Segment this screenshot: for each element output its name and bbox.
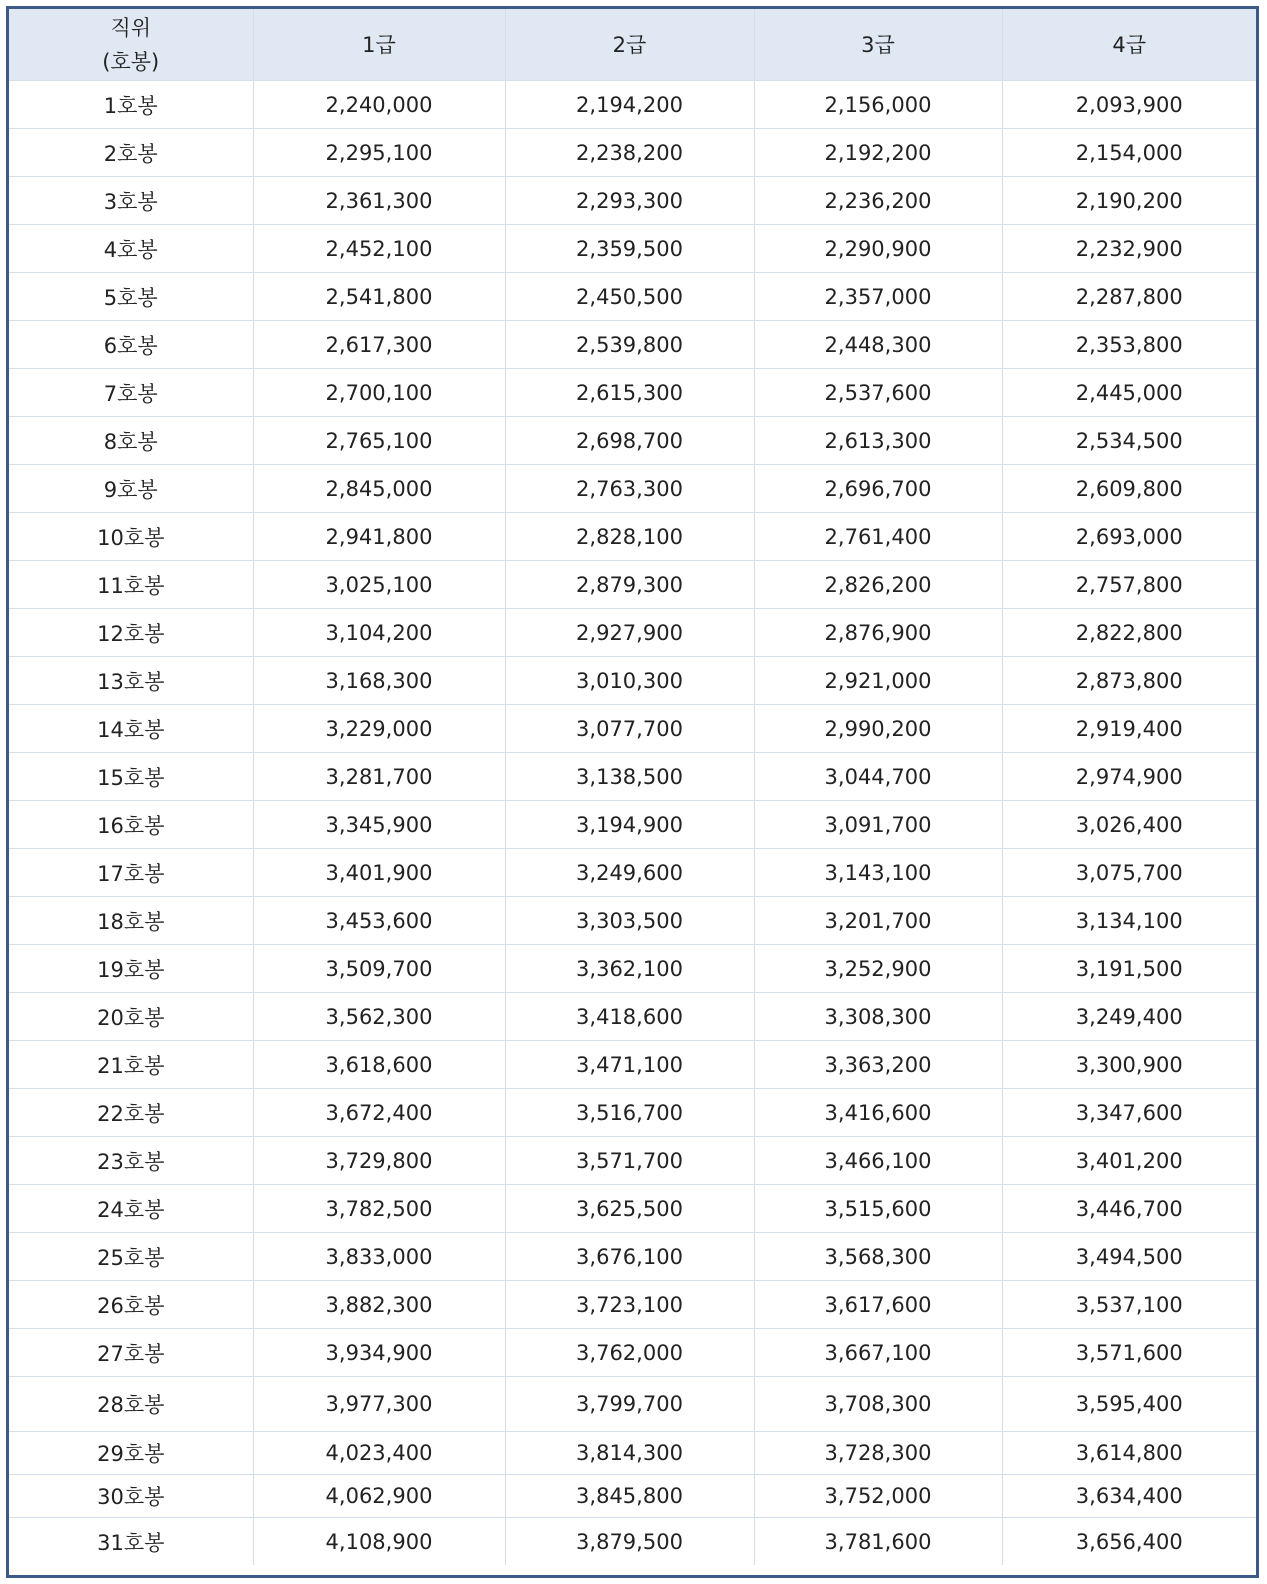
- salary-cell-grade-2: 3,571,700: [505, 1137, 754, 1185]
- step-cell: 18호봉: [9, 897, 253, 945]
- table-row: [9, 1185, 1256, 1233]
- salary-cell-grade-1: 4,062,900: [253, 1475, 505, 1518]
- salary-cell-grade-3: 2,537,600: [754, 369, 1002, 417]
- salary-cell-grade-1: 3,453,600: [253, 897, 505, 945]
- salary-cell-grade-4: 2,693,000: [1002, 513, 1256, 561]
- salary-cell-grade-3: 2,613,300: [754, 417, 1002, 465]
- salary-cell-grade-1: 4,023,400: [253, 1432, 505, 1475]
- step-cell: 15호봉: [9, 753, 253, 801]
- salary-cell-grade-4: 2,873,800: [1002, 657, 1256, 705]
- salary-cell-grade-2: 2,293,300: [505, 177, 754, 225]
- salary-cell-grade-1: 3,729,800: [253, 1137, 505, 1185]
- salary-cell-grade-4: 3,446,700: [1002, 1185, 1256, 1233]
- table-row: [9, 705, 1256, 753]
- salary-cell-grade-4: 3,134,100: [1002, 897, 1256, 945]
- salary-cell-grade-2: 3,799,700: [505, 1377, 754, 1432]
- step-cell: 13호봉: [9, 657, 253, 705]
- step-cell: 27호봉: [9, 1329, 253, 1377]
- step-cell: 29호봉: [9, 1432, 253, 1475]
- salary-cell-grade-3: 2,826,200: [754, 561, 1002, 609]
- salary-cell-grade-4: 2,534,500: [1002, 417, 1256, 465]
- salary-cell-grade-1: 2,845,000: [253, 465, 505, 513]
- salary-cell-grade-1: 3,977,300: [253, 1377, 505, 1432]
- table-row: [9, 1041, 1256, 1089]
- table-row: [9, 1432, 1256, 1475]
- position-header: [9, 9, 253, 81]
- step-cell: 1호봉: [9, 81, 253, 129]
- salary-cell-grade-4: 2,093,900: [1002, 81, 1256, 129]
- grade-header-4: 4급: [1002, 9, 1256, 81]
- salary-cell-grade-3: 3,708,300: [754, 1377, 1002, 1432]
- table-row: [9, 753, 1256, 801]
- salary-cell-grade-4: 2,154,000: [1002, 129, 1256, 177]
- step-cell: 14호봉: [9, 705, 253, 753]
- salary-cell-grade-2: 3,418,600: [505, 993, 754, 1041]
- salary-cell-grade-4: 3,494,500: [1002, 1233, 1256, 1281]
- table-row: [9, 129, 1256, 177]
- salary-cell-grade-1: 2,295,100: [253, 129, 505, 177]
- salary-cell-grade-3: 3,781,600: [754, 1518, 1002, 1566]
- table-row: [9, 465, 1256, 513]
- table-row: [9, 1329, 1256, 1377]
- table-row: [9, 609, 1256, 657]
- table-row: [9, 945, 1256, 993]
- step-cell: 30호봉: [9, 1475, 253, 1518]
- salary-cell-grade-3: 3,044,700: [754, 753, 1002, 801]
- salary-cell-grade-2: 3,845,800: [505, 1475, 754, 1518]
- salary-cell-grade-2: 2,194,200: [505, 81, 754, 129]
- salary-cell-grade-4: 3,401,200: [1002, 1137, 1256, 1185]
- salary-cell-grade-1: 4,108,900: [253, 1518, 505, 1566]
- step-cell: 9호봉: [9, 465, 253, 513]
- salary-cell-grade-3: 2,921,000: [754, 657, 1002, 705]
- table-row: [9, 1089, 1256, 1137]
- salary-cell-grade-3: 2,990,200: [754, 705, 1002, 753]
- salary-cell-grade-2: 2,539,800: [505, 321, 754, 369]
- salary-cell-grade-2: 3,814,300: [505, 1432, 754, 1475]
- table-row: [9, 801, 1256, 849]
- table-row: [9, 657, 1256, 705]
- salary-cell-grade-3: 3,143,100: [754, 849, 1002, 897]
- salary-cell-grade-3: 3,568,300: [754, 1233, 1002, 1281]
- salary-cell-grade-1: 3,025,100: [253, 561, 505, 609]
- salary-cell-grade-1: 2,765,100: [253, 417, 505, 465]
- table-row: [9, 273, 1256, 321]
- salary-cell-grade-2: 3,077,700: [505, 705, 754, 753]
- salary-cell-grade-4: 3,656,400: [1075, 1529, 1183, 1554]
- step-cell: 10호봉: [9, 513, 253, 561]
- salary-cell-grade-1: 3,882,300: [253, 1281, 505, 1329]
- salary-cell-grade-1: 3,104,200: [253, 609, 505, 657]
- salary-cell-grade-3: 3,466,100: [754, 1137, 1002, 1185]
- step-cell: 21호봉: [9, 1041, 253, 1089]
- salary-cell-grade-2: 2,238,200: [505, 129, 754, 177]
- salary-cell-grade-4: 3,634,400: [1002, 1475, 1256, 1518]
- step-cell: 31호봉: [9, 1518, 253, 1566]
- table-header: [9, 9, 1256, 81]
- salary-cell-grade-2: 2,698,700: [505, 417, 754, 465]
- salary-cell-grade-3: 2,236,200: [754, 177, 1002, 225]
- salary-cell-grade-3: 2,156,000: [754, 81, 1002, 129]
- step-cell: 26호봉: [9, 1281, 253, 1329]
- step-cell: 3호봉: [9, 177, 253, 225]
- table-row: [9, 1377, 1256, 1432]
- salary-cell-grade-3: 2,448,300: [754, 321, 1002, 369]
- salary-cell-grade-4: 3,075,700: [1002, 849, 1256, 897]
- table-row: [9, 321, 1256, 369]
- salary-cell-grade-2: 3,249,600: [505, 849, 754, 897]
- salary-cell-grade-1: 2,700,100: [253, 369, 505, 417]
- salary-cell-grade-2: 3,723,100: [505, 1281, 754, 1329]
- salary-cell-grade-3: 3,667,100: [754, 1329, 1002, 1377]
- table-row: [9, 81, 1256, 129]
- salary-cell-grade-3: 2,761,400: [754, 513, 1002, 561]
- salary-cell-grade-3: 3,201,700: [754, 897, 1002, 945]
- salary-cell-grade-1: 2,361,300: [253, 177, 505, 225]
- step-cell: 22호봉: [9, 1089, 253, 1137]
- table-row: [9, 561, 1256, 609]
- salary-cell-grade-3: 2,192,200: [754, 129, 1002, 177]
- salary-cell-grade-3: 3,308,300: [754, 993, 1002, 1041]
- table-row: [9, 1518, 1256, 1566]
- table-row: [9, 513, 1256, 561]
- step-cell: 23호봉: [9, 1137, 253, 1185]
- salary-cell-grade-2: 3,194,900: [505, 801, 754, 849]
- step-cell: 25호봉: [9, 1233, 253, 1281]
- salary-cell-grade-3: 3,515,600: [754, 1185, 1002, 1233]
- salary-cell-grade-3: 3,363,200: [754, 1041, 1002, 1089]
- salary-cell-grade-1: 2,240,000: [253, 81, 505, 129]
- salary-cell-grade-2: 2,763,300: [505, 465, 754, 513]
- table-row: [9, 225, 1256, 273]
- salary-cell-grade-1: 3,618,600: [253, 1041, 505, 1089]
- step-cell: 7호봉: [9, 369, 253, 417]
- salary-cell-grade-2: 2,359,500: [505, 225, 754, 273]
- salary-cell-grade-4: 3,191,500: [1002, 945, 1256, 993]
- salary-cell-grade-3: 2,876,900: [754, 609, 1002, 657]
- salary-cell-grade-1: 3,401,900: [253, 849, 505, 897]
- salary-cell-grade-4: 3,571,600: [1002, 1329, 1256, 1377]
- salary-cell-grade-1: 3,345,900: [253, 801, 505, 849]
- salary-cell-grade-3: 2,696,700: [754, 465, 1002, 513]
- table-body: [9, 81, 1256, 1566]
- salary-cell-grade-4: 3,595,400: [1002, 1377, 1256, 1432]
- salary-cell-grade-3: 3,252,900: [754, 945, 1002, 993]
- step-cell: 8호봉: [9, 417, 253, 465]
- salary-cell-grade-3: 3,728,300: [754, 1432, 1002, 1475]
- salary-cell-grade-4: 2,919,400: [1002, 705, 1256, 753]
- step-cell: 4호봉: [9, 225, 253, 273]
- salary-cell-grade-1: 2,541,800: [253, 273, 505, 321]
- salary-cell-grade-2: 3,303,500: [505, 897, 754, 945]
- salary-cell-grade-4: 2,232,900: [1002, 225, 1256, 273]
- salary-cell-grade-4: 3,537,100: [1002, 1281, 1256, 1329]
- salary-cell-grade-4: 3,300,900: [1002, 1041, 1256, 1089]
- salary-cell-grade-4: 3,614,800: [1002, 1432, 1256, 1475]
- salary-cell-grade-2: 2,879,300: [505, 561, 754, 609]
- salary-cell-grade-3: 2,357,000: [754, 273, 1002, 321]
- salary-cell-grade-1: 3,833,000: [253, 1233, 505, 1281]
- header-row: [9, 9, 1256, 81]
- salary-cell-grade-1: 3,934,900: [253, 1329, 505, 1377]
- salary-cell-grade-4: 2,757,800: [1002, 561, 1256, 609]
- table-row: [9, 993, 1256, 1041]
- step-cell: 6호봉: [9, 321, 253, 369]
- step-cell: 17호봉: [9, 849, 253, 897]
- salary-cell-grade-1: 3,509,700: [253, 945, 505, 993]
- salary-cell-grade-1: 3,229,000: [253, 705, 505, 753]
- salary-cell-grade-2: 3,471,100: [505, 1041, 754, 1089]
- table-row: [9, 1281, 1256, 1329]
- salary-cell-grade-2: 3,879,500: [505, 1518, 754, 1566]
- table-row: [9, 1233, 1256, 1281]
- step-cell: 12호봉: [9, 609, 253, 657]
- table-row: [9, 1475, 1256, 1518]
- step-cell: 20호봉: [9, 993, 253, 1041]
- position-header-line2: (호봉): [102, 49, 160, 74]
- salary-cell-grade-2: 3,676,100: [505, 1233, 754, 1281]
- step-cell: 19호봉: [9, 945, 253, 993]
- salary-cell-grade-4: 2,190,200: [1002, 177, 1256, 225]
- table-row: [9, 849, 1256, 897]
- salary-cell-grade-4: 3,026,400: [1002, 801, 1256, 849]
- salary-cell-grade-4: 2,822,800: [1002, 609, 1256, 657]
- salary-table-frame: [6, 6, 1259, 1578]
- salary-cell-grade-1: 3,281,700: [253, 753, 505, 801]
- salary-cell-grade-2: 2,450,500: [505, 273, 754, 321]
- salary-cell-grade-1: 3,562,300: [253, 993, 505, 1041]
- grade-header-1: 1급: [253, 9, 505, 81]
- salary-cell-grade-2: 2,828,100: [505, 513, 754, 561]
- salary-cell-grade-3: 3,617,600: [754, 1281, 1002, 1329]
- step-cell: 16호봉: [9, 801, 253, 849]
- salary-cell-grade-1: 2,617,300: [253, 321, 505, 369]
- salary-cell-grade-4: 3,249,400: [1002, 993, 1256, 1041]
- salary-cell-grade-3: 3,752,000: [754, 1475, 1002, 1518]
- salary-cell-grade-1: 3,168,300: [253, 657, 505, 705]
- salary-cell-grade-1: 3,672,400: [253, 1089, 505, 1137]
- step-cell: 5호봉: [9, 273, 253, 321]
- salary-cell-grade-4: 2,609,800: [1002, 465, 1256, 513]
- step-cell: 11호봉: [9, 561, 253, 609]
- salary-cell-grade-3: 2,290,900: [754, 225, 1002, 273]
- salary-cell-grade-4: 3,347,600: [1002, 1089, 1256, 1137]
- salary-cell-grade-2: 2,615,300: [505, 369, 754, 417]
- table-row: [9, 177, 1256, 225]
- salary-cell-grade-4: 2,353,800: [1002, 321, 1256, 369]
- salary-table: [9, 9, 1256, 1565]
- salary-cell-grade-2: 2,927,900: [505, 609, 754, 657]
- salary-cell-grade-2: 3,362,100: [505, 945, 754, 993]
- salary-cell-grade-4: 2,287,800: [1002, 273, 1256, 321]
- salary-cell-grade-1: 2,941,800: [253, 513, 505, 561]
- salary-cell-grade-2: 3,138,500: [505, 753, 754, 801]
- salary-cell-grade-4: 2,974,900: [1002, 753, 1256, 801]
- step-cell: 24호봉: [9, 1185, 253, 1233]
- salary-cell-grade-2: 3,516,700: [505, 1089, 754, 1137]
- salary-cell-grade-2: 3,762,000: [505, 1329, 754, 1377]
- table-row: [9, 897, 1256, 945]
- salary-cell-grade-2: 3,625,500: [505, 1185, 754, 1233]
- table-row: [9, 369, 1256, 417]
- salary-cell-grade-1: 3,782,500: [253, 1185, 505, 1233]
- grade-header-2: 2급: [505, 9, 754, 81]
- salary-cell-grade-3: 3,091,700: [754, 801, 1002, 849]
- salary-cell-grade-3: 3,416,600: [754, 1089, 1002, 1137]
- table-row: [9, 417, 1256, 465]
- table-row: [9, 1137, 1256, 1185]
- step-cell: 28호봉: [9, 1377, 253, 1432]
- salary-cell-grade-4: 2,445,000: [1002, 369, 1256, 417]
- position-header-line1: 직위: [110, 15, 152, 40]
- grade-header-3: 3급: [754, 9, 1002, 81]
- salary-cell-grade-1: 2,452,100: [253, 225, 505, 273]
- salary-cell-grade-2: 3,010,300: [505, 657, 754, 705]
- step-cell: 2호봉: [9, 129, 253, 177]
